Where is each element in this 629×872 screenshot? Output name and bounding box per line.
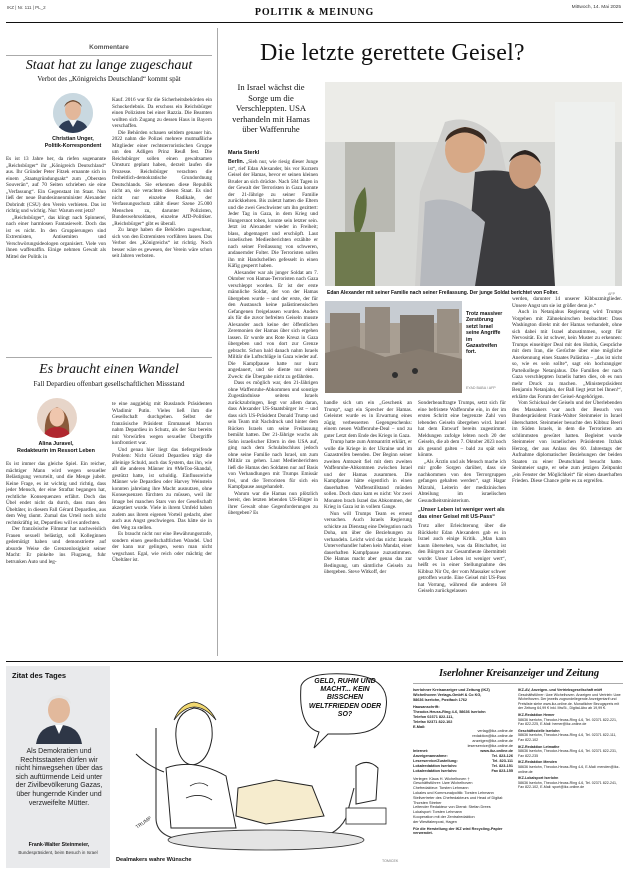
info-text: 58636 Iserlohn, Theodor-Heuss-Ring 4-6, Tel. 02371 822-231, Fax 822-235 (518, 749, 617, 758)
second-commentary-author (6, 441, 106, 455)
paragraph (228, 159, 318, 270)
page-meta: IKZ | Nr. 111 | PL_2 (7, 5, 46, 10)
email-link[interactable]: leserservice@ikz-online.de (467, 743, 513, 748)
info-block (518, 729, 623, 743)
main-photo-credit: AFP (608, 292, 615, 296)
paragraph: Es braucht nicht nur eine Bewährungsstrafe, sondern einen gesellschaftlichen Wandel. Und der kann nur gelingen, wenn man nicht wegschaut. Egal, wie reich oder mächtig der Übeltäter ist. (112, 531, 212, 563)
staff-list (413, 777, 513, 837)
main-column-1 (228, 159, 318, 517)
paragraph: werden, darunter 14 unserer Kibbuzmitglieder. Unsere Angst um sie ist größer denn je.“ (512, 296, 622, 309)
staff-line: Lokales und Kommunalpolitik: Torsten Lehmann (413, 790, 494, 795)
phone-label: Lokalredaktion Iserlohn: (413, 768, 458, 773)
staff-line: Für die Herstellung der IKZ wird Recycling-Papier verwendet. (413, 826, 503, 836)
second-commentary-subhead: Fall Depardieu offenbart gesellschaftlichen Missstand (33, 380, 185, 388)
gaza-photo-caption: Trotz massiver Zerstörung setzt Israel seine Angriffe im Gazastreifen fort. (466, 311, 503, 356)
info-title: IKZ-Lokalsport Iserlohn (518, 776, 559, 781)
paragraph: „Reichsbürger“, das klingt nach Spinnereí, nach einer harmlosen Fantasiewelt. Doch das ist es nicht. In den Gruppierungen sind Extremisten, Antisemiten und Verschwörungsideologen organisiert. Viele von ihnen waffenaffin. Einige nehmen Gewalt als Mittel der Politik in (6, 214, 106, 260)
address-line: Theodor-Heuss-Ring 4-6, 58636 Iserlohn (413, 710, 486, 715)
quote-title: Zitat des Tages (12, 671, 67, 680)
paragraph: Dass es möglich war, den 21-Jährigen ohne Waffenruhe-Abkommen und sonstige Zugeständnisse seitens Israels zurückzubringen, liegt vor allem daran, dass Alexander US-Staatsbürger ist – und dass sich US-Präsident Donald Trump und sein Team mit Nachdruck und hinter dem Rücken Israels um seine Freilassung bemüht hatten. Der 21-Jährige wuchs als Sohn israelischer Eltern in den USA auf, ging nach dem Schulabschluss jedoch ohne seine Familie nach Israel, um zum Militär zu gehen. Laut Medienberichten ließ die Hamas den Soldaten nur auf Basis von Verhandlungen mit Trumps Emissär frei, und die Terroristen für sich ein Kampfpause ausgehandelt. (228, 380, 318, 490)
masthead-right (518, 688, 623, 790)
paragraph: Kauf. 2016 war für die Sicherheitsbehörden ein Schockerlebnis. Da erschoss ein Reichsbürger einen Polizisten bei einer Razzia. Die Beamten wollten sich Zugang zu dessen Haus in Bayern verschaffen. (112, 97, 212, 129)
paragraph: Alexander war als junger Soldat am 7. Oktober von Hamas-Terroristen nach Gaza verschleppt worden. Er ist der erste männliche Soldat, der von der Hamas übergeben wurde – und der erste, der für den Austausch keine palästinensischen Gefangenen freigelassen wurden. Anders als für die zuvor befreiten Geiseln musste Alexander auch keine der öffentlichen Zeremonien der Hamas über sich ergehen lassen. Er wurde ans Rote Kreuz in Gaza übergeben und von dort zur Grenze gebracht. Schon bald danach nahm Israels Militär die Luftschläge in Gaza wieder auf. Die Kampfpause hatte nur kurz angedauert, und sie diente nur einem Zweck: die Übergabe nicht zu gefährden. (228, 269, 318, 380)
commentary-kicker: Kommentare (89, 44, 129, 51)
main-headline: Die letzte gerettete Geisel? (260, 40, 525, 66)
commentary-headline: Staat hat zu lange zugeschaut (25, 58, 193, 73)
paragraph: „Als Ärztin und als Mensch mache ich mir große Sorgen darüber, dass sie nachkommen von den Terrorgruppen gefangen gehalten werden“, sagt Hagar Mizrahi, Leiterin der medizinischen Abteilung im israelischen Gesundheitsministerium. (418, 458, 506, 504)
paragraph: Trotz aller Erleichterung über die Rückkehr Edan Alexanders gab es in Israel auch einige Kritik. „Man kann kaum übersehen, was da Bitschaftet, ist den Bürgern zur Gesamtheute übermittelt wurde: Unser Leben ist weniger wert“, heißt es in einer Stellungnahme des Kibbuz Nir Oz, der vom Massaker schwer getroffen wurde. Eine Geisel mit US-Pass hat Vorrang, während die anderen 58 Geiseln zurückgelassen (418, 523, 506, 595)
cartoon-credit: TOMICEK (382, 859, 399, 863)
header-rule (6, 22, 623, 23)
second-commentary-column-1 (6, 461, 106, 565)
cartoon-sign: TRUMP (134, 815, 153, 831)
paragraph: Vom Schicksal der Geiseln und der Überlebenden des Massakers war auch der Besuch von Bundespräsident Frank-Walter Steinmeier in Israel überschattet. Steinmeier besuchte den Kibbuz Beeri im Süden Israels, in dem die Terroristen am schlimmsten gewütet hatten. Begleitet wurde Steinmeier von israelischen Präsidenten Itzhak Herzog, der aus Anlass des 60. Jahrestags der Aufnahme diplomatischer Beziehungen der beiden Staaten zu einer Deutschland besucht hatte. Steinmeier sagte, er sehe zum jetzigen Zeitpunkt „ein Fenster der Möglichkeit“ für einen dauerhaften Frieden. Diese Chance gelte es zu ergreifen. (512, 400, 622, 484)
masthead-address (413, 688, 513, 729)
address-line: Telefax 02371 822-102 (413, 719, 453, 724)
main-column-4 (512, 296, 622, 485)
info-title: Geschäftsstelle Iserlohn (518, 728, 560, 733)
cartoon-caption: Dealmakers wahre Wünsche (116, 857, 192, 863)
pull-quote (418, 507, 506, 520)
address-line: E-Mail: (413, 724, 426, 729)
info-block (518, 688, 623, 711)
quote-author-role: Bundespräsident, beim Besuch in Israel (18, 850, 98, 855)
phone-value: Tel. 823-111 (492, 759, 513, 764)
phone-label: Lokalredaktion Iserlohn: (413, 763, 458, 768)
masthead-rule (413, 683, 623, 684)
staff-line: Stellvertreter des Chefredakteurs und Head of Digital: Thorsten Streber (413, 795, 504, 805)
masthead-left (413, 688, 513, 836)
author-photo-juravel (37, 398, 77, 438)
phone-value: Fax 823-155 (491, 768, 513, 773)
email-link[interactable]: anzeigen@ikz-online.de (472, 738, 513, 743)
paragraph: Es ist immer das gleiche Spiel. Ein reicher, mächtiger Mann wird wegen sexueller Belästigung verurteilt, und die Menge jubelt. Keine Frage, es ist wichtig und richtig, dass jeder Mensch, der eine Straftat begangen hat, rechtliche Konsequenzen erfährt. Doch das Übel endet nicht da durch, dass man den Übeltäter, in diesem Fall Gérard Depardieu, aus dem Weg räumt. Zumal das Urteil noch nicht rechtskräftig ist, Depardieu will es anfechten. (6, 461, 106, 526)
info-block (518, 745, 623, 759)
address-line: Telefon 02371 822-111, (413, 714, 454, 719)
main-column-3 (418, 400, 506, 595)
commentary-author (40, 136, 106, 150)
address-line: Iserlohner Kreisanzeiger und Zeitung (IKZ) (413, 688, 490, 692)
address-line: Hausanschrift: (413, 705, 440, 710)
author-name: Christian Unger, (52, 136, 94, 142)
email-link[interactable]: redaktion@ikz-online.de (472, 734, 513, 739)
second-commentary-column-2 (112, 401, 212, 564)
gaza-photo (325, 301, 462, 393)
info-text: Geschäftsführer: Uwe Wichelhoven. Anzeigen und Vertrieb: Uwe Wichelhoven. Der jeweils zugrundeliegende Anzeigentarif und Preisliste siehe www.ikz-online.de. Monatlicher Bezugspreis mit der Zeitung 64,99 € inkl. MwSt., Digital-Abo ab 19,99 €. (518, 692, 621, 711)
phone-value: Tel. 823-151 (491, 763, 513, 768)
address-line: 58636 Iserlohn, Postfach 1762 (413, 697, 468, 702)
gaza-photo-credit: EYAD BABA / AFP (466, 386, 496, 390)
author-name: Alina Juravel, (38, 441, 74, 447)
paragraph: Es ist 13 Jahre her, da riefen sogenannte „Reichsbürger“ ihr „Königreich Deutschland“ aus. Ihr Gründer Peter Fitzek ernannte sich in einem „Staatsgründungsakt“ zum „Obersten Souverän“, auf 70 Seiten schrieben sie eine „Verfassung“. Ein Gegenstaat im Staat. Nun ließ der neue Bundesinnenminister Alexander Dobrindt (CSU) den Verein verbieten. Das ist richtig und wichtig. Nur: Warum erst jetzt? (6, 156, 106, 214)
info-text: 58636 Iserlohn, Theodor-Heuss-Ring 4-6, Tel. 02371 822-241, Fax 822-102, E-Mail: sport@ikz-online.de (518, 780, 617, 790)
info-text: 58636 Iserlohn, Theodor-Heuss-Ring 4-6, Tel. 02371 822-221, Fax 822-225, E-Mail: hemer@ikz-online.de (518, 717, 617, 727)
staff-line: Leitender Redakteur von Dienst: Stefan Drees (413, 805, 491, 810)
bottom-section-rule (6, 661, 623, 662)
paragraph: Der französische Filmstar hat nachweislich Frauen sexuell belästigt, soll Kolleginnen gedemütigt haben und demonstrierte auf absurde Weise die Grenzenlosigkeit seiner Macht: Er pinkelte ins Flugzeug, fuhr betrunken Auto und leg- (6, 526, 106, 565)
staff-line: Chefredakteur: Torsten Lehmann (413, 786, 469, 791)
main-deck: In Israel wächst die Sorge um die Verschleppten. USA verhandeln mit Hamas über Waffenruhe (232, 82, 310, 134)
phone-row (413, 769, 513, 774)
quote-portrait (30, 686, 88, 744)
commentary-divider (6, 357, 212, 358)
staff-line: Kooperation mit der Zentralredaktion (413, 814, 475, 819)
staff-line: Lokalsport: Torsten Lehmann (413, 810, 462, 815)
dateline: Berlin. (228, 159, 245, 165)
commentary-column-2 (112, 97, 212, 260)
quote-author: Frank-Walter Steinmeier, (28, 842, 90, 848)
staff-line: Verleger: Klaus H. Wichelhoven † (413, 776, 470, 781)
internet-link[interactable]: www.ikz-online.de (480, 748, 513, 753)
masthead-title: Iserlohner Kreisanzeiger und Zeitung (438, 668, 600, 679)
phone-table (413, 754, 513, 773)
info-block (518, 713, 623, 727)
main-column-2 (324, 400, 412, 576)
info-title: IKZ-Redaktion Menden (518, 760, 557, 765)
main-author: Maria Sterkl (228, 150, 260, 156)
email-link[interactable]: verlag@ikz-online.de (477, 729, 513, 734)
info-block (518, 776, 623, 790)
second-commentary-headline: Es braucht einen Wandel (39, 362, 179, 377)
staff-line: der Westfalenpost, Hagen (413, 819, 457, 824)
author-role: Politik-Korrespondent (44, 143, 102, 149)
paragraph: Sonderbeauftragte Trumps, setzt sich für eine befristete Waffenruhe ein, in der im ersten Schritt eine begrenzte Zahl von lebenden Geiseln übergeben wird. Israel hat dem Entwurf bereits zugestimmt. Meldungen zufolge lebten noch 20 der Geiseln, die ab dem 7. Oktober 2023 noch als gesund galten – bald zu spät sein könnte. (418, 400, 506, 458)
internet-label: Internet: (413, 748, 429, 753)
email-list (413, 729, 513, 748)
paragraph: Die Behörden schauen seitdem genauer hin. 2022 nahm die Polizei mehrere mutmaßliche Mitglieder einer rechtsterroristischen Gruppe um den Adligen Prinz Reuß fest. Die Reichsbürger sollen einen gewaltsamen Umsturz geplant haben, derzeit laufen die Prozesse. Reichsbürger verachten die freiheitlich-demokratische Grundordnung Deutschlands. Sie erkennen diese Republik nicht an, sie verachten diesen Staat. Es sind nicht nur einzelne Radikale, der Verfassungsschutz zählt dieser Szene 25.000 Menschen zu, darunter Polizisten, Bundeswehrsoldaten, einzelne AfD-Politiker. „Reichsbürger“ gibt es überall. (112, 129, 212, 227)
paragraph: Warum war die Hamas nun plötzlich bereit, den letzten lebenden US-Bürger in ihrer Gewalt ohne Gegenforderungen zu übergeben? Es (228, 490, 318, 516)
kicker-rule (6, 55, 212, 56)
cartoon-speech: GELD, RUHM UND MACHT... KEIN BISSCHEN WELTFRIEDEN ODER SO? (308, 678, 382, 718)
author-photo-unger (53, 93, 93, 133)
phone-label: Anzeigenannahme: (413, 754, 448, 759)
info-block (518, 760, 623, 774)
quote-text: Als Demokratien und Rechtsstaaten dürfen wir nicht hinwegsehen über das sich auftürmende Leid unter der Zivilbevölkerung Gazas, über hungernde Kinder und verzweifelte Mütter. (15, 748, 103, 807)
info-title: IKZ-Redaktion Letmathe (518, 744, 560, 749)
address-line: Wichelhoven Verlags-GmbH & Co KG, (413, 692, 482, 697)
internet-row (413, 749, 513, 754)
main-photo-caption: Edan Alexander mit seiner Familie nach seiner Freilassung. Der junge Soldat berichtet von Folter. (327, 290, 559, 296)
staff-line: Geschäftsführer: Uwe Wichelhoven (413, 781, 473, 786)
info-text: 58636 Iserlohn, Theodor-Heuss-Ring 4-6, E-Mail: menden@ikz-online.de (518, 764, 620, 774)
commentary-subhead: Verbot des „Königreichs Deutschland“ kommt spät (37, 75, 181, 83)
paragraph: handle sich um ein „Geschenk an Trump“, sagt ein Sprecher der Hamas. Geleistet wurde es in Erwartung eines zügig verbesserten Gegengeschenks: einem neuen Waffenruhe-Deal – und zu guter Letzt dem Ende des Kriegs in Gaza. (324, 400, 412, 439)
commentary-column-1 (6, 156, 106, 260)
paragraph: Zu lange haben die Behörden zugeschaut, sich von den Extremisten vorführen lassen. Das Verbot des „Königreichs“ ist richtig. Noch besser wäre es gewesen, der Verein wäre schon seit Jahren verboten. (112, 227, 212, 259)
column-divider (217, 28, 218, 656)
quote-box (6, 666, 110, 868)
paragraph: Und genau hier liegt das tiefergreifende Problem: Nicht Gérard Depardieu trägt die alleinige Schuld, auch das System, das ihn, wie all die anderen Männer im #MeToo-Skandal, gestützt hatte, ist schuldig. Einflussreiche Männer wie Depardieu oder Harvey Weinstein konnten jahrelang ihre Macht ausnutzen, ohne Konsequenzen fürchten zu müssen, weil ihr Image bei manchen Stars von der Gesellschaft akzeptiert wurde. Viele in ihrem Umfeld haben zudem aus ihrem eigenen Vorteil gedacht, aber auch aus Angst geschwiegen. Das hätte sie in den Weg zu stellen. (112, 446, 212, 531)
info-title: IKZ-AV, Anzeigen- und Vertriebsgesellschaft mbH (518, 688, 603, 692)
issue-date: Mittwoch, 14. Mai 2025 (571, 5, 621, 10)
phone-label: Leserservice/Zustellung: (413, 759, 458, 764)
info-title: IKZ-Redaktion Hemer (518, 712, 555, 717)
author-role: Redakteurin im Ressort Leben (17, 448, 95, 454)
info-text: 58636 Iserlohn, Theodor-Heuss-Ring 4-6, Tel. 02371 822-111, Fax 822-102 (518, 733, 617, 742)
main-photo-family (325, 82, 622, 286)
paragraph: Auch in Netanjahus Regierung wird Trumps Vorgehen mit Zähneknirschen beobachtet: Dass Washington direkt mit der Hamas verhandelt, ohne sich dabei mit Israel abzustimmen, sorgt für Nervosität. Es ist schwer, kein Muster zu erkennen: Trumps einseitiger Deal mit den Huthis, Gespräche mit dem Iran, die Gerüchte über eine mögliche Anerkennung eines Staates Palästina – „das ist nicht so, wie es sein sollte“, sagt ein hochrangiger Parteikollege Netanjahus. Die Familien der nach Gaza verschleppten Israelis hatten dies, ob es nun mehr Druck zu machen. „Ministerpräsident Benjamin Netanjahu, der Ball liegt jetzt bei Ihnen!“, erklärte das Forum der Geisel-Angehörigen. (512, 309, 622, 400)
pull-quote-text: „Unser Leben ist weniger wert als das einer Geisel mit US-Pass“ (418, 507, 505, 520)
section-title: POLITIK & MEINUNG (254, 7, 375, 18)
paragraph: Nun will Trumps Team es erneut versuchen. Auch Israels Regierung schickte an Dienstag eine Delegation nach Doha, um über die Beziehungen zu verhandeln. Leicht wird das nicht: Israels Unterverhandler haben kein Mandat, einer dauerhaften Kampfpause zuzustimmen. Die Hamas macht aber genau das zur Bedingung, um sämtliche Geiseln zu übergeben. Steve Witkoff, der (324, 510, 413, 575)
paragraph: te eine auggiebig mit Russlands Präsidenten Wladimir Putin. Vieles ließ ihm die Gesellschaft durchgehen. Selbst der französische Präsident Emmanuel Macron nahm Depardieu in Schutz, als der Star bereits mit Vorwürfen wegen sexueller Übergriffe konfrontiert war. (112, 401, 212, 446)
phone-value: Tel. 823-126 (491, 754, 513, 759)
paragraph: Trump hatte zum Amtsantritt erklärt, er wolle die Kriege in der Ukraine und im Gazastreifen beenden. Der Beginn seiner zweiten Amtszeit fiel mit dem zweiten Waffenruhe-Abkommen zwischen Israel und der Hamas zusammen. Die Kampfpause hätte eigentlich in einen dauerhaften Waffenstillstand münden sollen. Doch dazu kam es nicht: Vor zwei Monaten brach Israel das Abkommen, der Krieg in Gaza ist in vollem Gange. (324, 439, 412, 510)
cartoon (116, 668, 408, 854)
paragraph-text: „Sieh nur, wie riesig dieser Junge ist“, rief Edan Alexander, bis vor Kurzem Geisel der Hamas, bevor er seinen kleinen Bruder an sich drückte. Nach 584 Tagen in der Gewalt der Terroristen in Gaza konnte der 21-Jährige zu seiner Familie zurückkehren. Bis zuletzt hatten die Eltern und die zwei Geschwister um ihn gezittert: Jeder Tag in Gaza, in dem Krieg und Hungersnot toben, konnte sein letzter sein. Jetzt ist Alexander wieder in Freiheit; blass, abgemagert und erschöpft. Laut israelischen Medienberichten erzählte er nach seiner Freilassung von schweren, andauernder Folter. Die Terroristen sollen ihn mit Handschellen gefesselt in einen Käfig gesperrt haben. (228, 159, 318, 269)
